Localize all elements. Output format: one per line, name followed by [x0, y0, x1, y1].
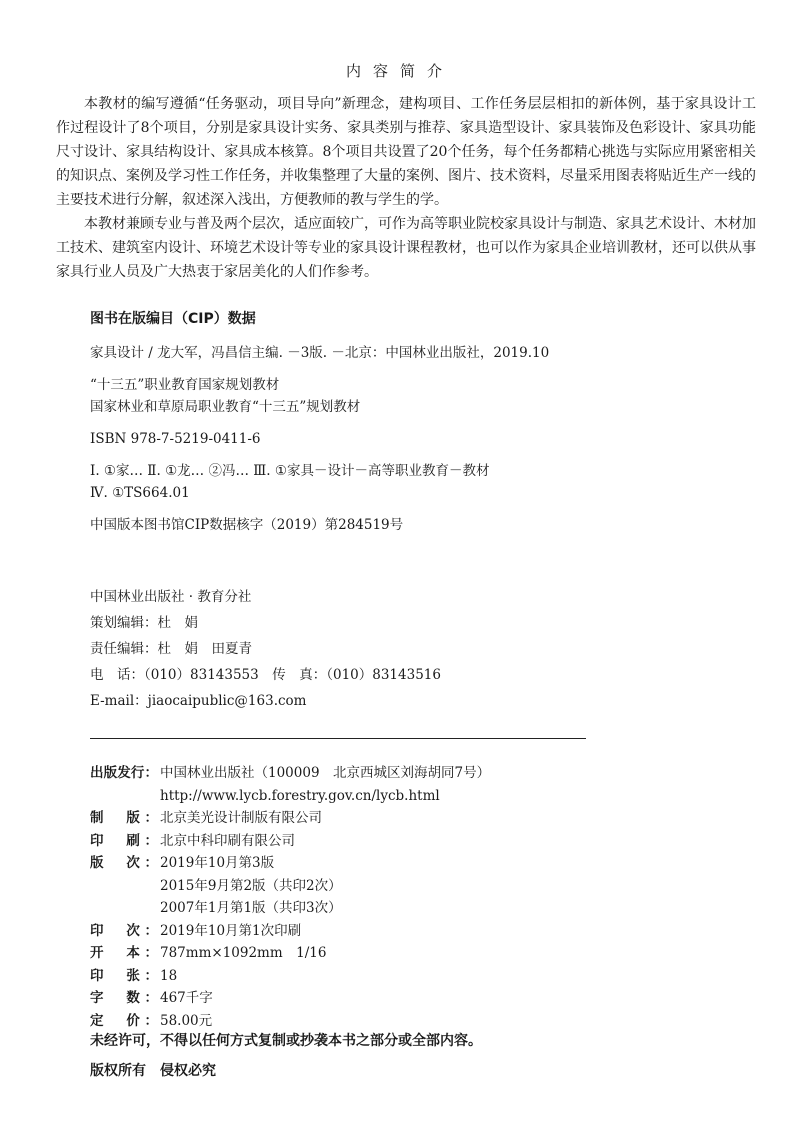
publisher-branch: 中国林业出版社 · 教育分社 [90, 589, 252, 605]
divider-line [90, 738, 586, 739]
impression-value: 2019年10月第1次印刷 [160, 922, 302, 939]
page-title: 内容简介 [345, 62, 454, 80]
price-value: 58.00元 [160, 1012, 213, 1029]
cip-series-line: “十三五”职业教育国家规划教材 [90, 377, 280, 393]
detail-row [90, 807, 690, 830]
detail-label: 版 次： [90, 855, 158, 871]
intro-section [56, 92, 756, 284]
plate-value: 北京美光设计制版有限公司 [160, 810, 322, 826]
cip-core-number: 中国版本图书馆CIP数据核字（2019）第284519号 [90, 517, 404, 533]
detail-row [90, 762, 690, 785]
planning-editor: 策划编辑：杜 娟 [90, 615, 198, 631]
cip-record [90, 342, 650, 536]
copyright-warning: 未经许可，不得以任何方式复制或抄袭本书之部分或全部内容。 [90, 1033, 482, 1049]
responsible-editor: 责任编辑：杜 娟 田夏青 [90, 641, 252, 657]
intro-paragraph: 本教材兼顾专业与普及两个层次，适应面较广，可作为高等职业院校家具设计与制造、家具艺术设计、木材加工技术、建筑室内设计、环境艺术设计等专业的家具设计课程教材，也可以作为家具企业培训教材，还可以供从事家具行业人员及广大热衷于家居美化的人们作参考。 [56, 216, 756, 280]
publisher-contacts [90, 584, 650, 714]
detail-row [90, 942, 690, 965]
copyright-notice [90, 1026, 710, 1086]
words-value: 467千字 [160, 990, 213, 1006]
detail-label: 开 本： [90, 945, 158, 961]
intro-paragraph: 本教材的编写遵循“任务驱动，项目导向”新理念，建构项目、工作任务层层相扣的新体例，基于家具设计工作过程设计了8个项目，分别是家具设计实务、家具类别与推荐、家具造型设计、家具装饰及色彩设计、家具功能尺寸设计、家具结构设计、家具成本核算。8个项目共设置了20个任务，每个任务都精心挑选与实际应用紧密相关的知识点、案例及学习性工作任务，并收集整理了大量的案例、图片、技术资料，尽量采用图表将贴近生产一线的主要技术进行分解，叙述深入浅出，方便教师的教与学生的学。 [56, 96, 756, 208]
printer-value: 北京中科印刷有限公司 [160, 832, 295, 849]
cip-heading: 图书在版编目（CIP）数据 [90, 311, 256, 327]
website-link[interactable]: http://www.lycb.forestry.gov.cn/lycb.html [160, 787, 440, 804]
detail-row [90, 852, 690, 875]
detail-label: 印 张： [90, 967, 158, 984]
format-value: 787mm×1092mm 1/16 [160, 945, 327, 961]
detail-label: 定 价： [90, 1012, 158, 1029]
detail-row [90, 785, 690, 808]
publication-details [90, 762, 690, 1032]
detail-label: 出版发行： [90, 765, 158, 781]
cip-bibliographic-line: 家具设计 / 龙大军，冯昌信主编. －3版. －北京：中国林业出版社，2019.10 [90, 345, 550, 361]
detail-row [90, 897, 690, 920]
phone-fax: 电 话：（010）83143553 传 真：（010）83143516 [90, 667, 441, 683]
sheets-value: 18 [160, 967, 178, 984]
cip-isbn: ISBN 978-7-5219-0411-6 [90, 431, 261, 447]
detail-label: 字 数： [90, 990, 158, 1006]
email: E-mail：jiaocaipublic@163.com [90, 693, 307, 709]
edition-value: 2007年1月第1版（共印3次） [160, 900, 342, 916]
detail-row [90, 920, 690, 943]
cip-classification: Ⅳ. ①TS664.01 [90, 485, 190, 501]
detail-label: 制 版： [90, 810, 158, 826]
edition-value: 2019年10月第3版 [160, 855, 275, 871]
publisher-value: 中国林业出版社（100009 北京西城区刘海胡同7号） [160, 765, 491, 781]
detail-row [90, 965, 690, 988]
detail-row [90, 875, 690, 898]
detail-row [90, 987, 690, 1010]
cip-classification: Ⅰ. ①家… Ⅱ. ①龙… ②冯… Ⅲ. ①家具－设计－高等职业教育－教材 [90, 463, 490, 479]
detail-label: 印 刷： [90, 832, 158, 849]
copyright-reserved: 版权所有 侵权必究 [90, 1063, 216, 1079]
cip-series-line: 国家林业和草原局职业教育“十三五”规划教材 [90, 399, 361, 415]
detail-label: 印 次： [90, 922, 158, 939]
edition-value: 2015年9月第2版（共印2次） [160, 877, 342, 894]
detail-row [90, 830, 690, 853]
